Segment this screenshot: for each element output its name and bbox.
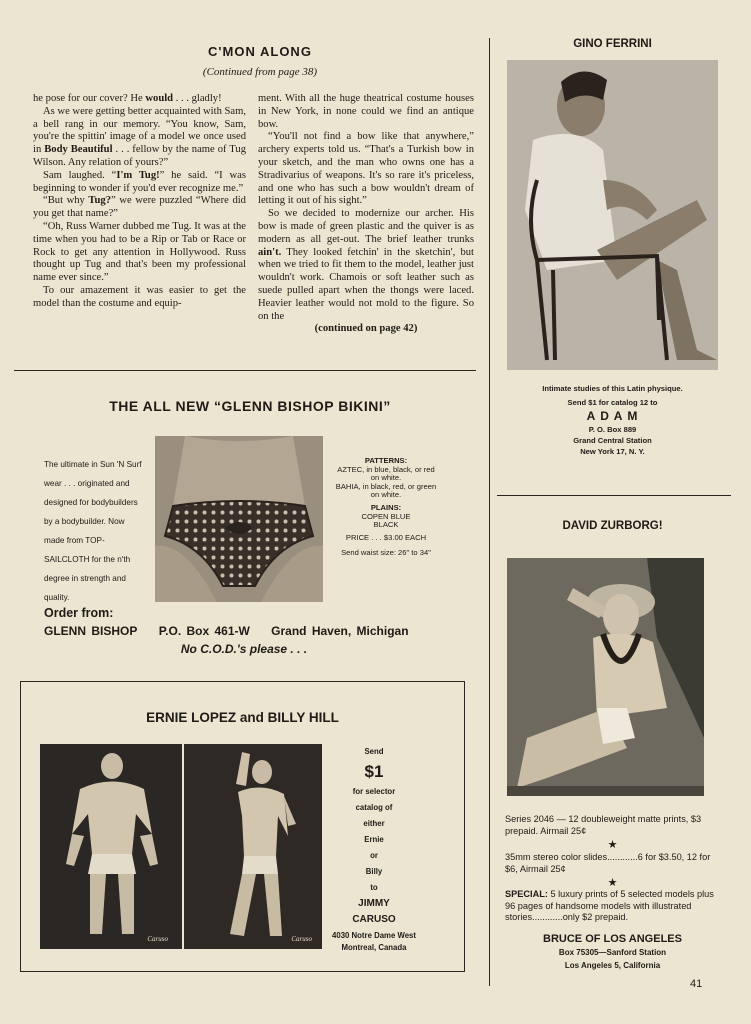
send-line: Ernie [364, 835, 384, 844]
order-from: Order from: [44, 606, 114, 620]
gino-title: GINO FERRINI [573, 38, 652, 50]
article-title: C'MON ALONG [208, 44, 312, 59]
vendor-name: CARUSO [352, 914, 396, 925]
bikini-description: The ultimate in Sun 'N Surf wear . . . originated and designed for bodybuilders by a bodybuilder. Now made from TOP-SAILCLOTH for the n'th degree in strength and quality. [44, 460, 142, 602]
patterns-heading: PATTERNS: [364, 456, 408, 465]
article-column-2 [258, 93, 474, 336]
send-line: catalog of [355, 803, 393, 812]
send-line: Send [364, 747, 384, 756]
bikini-ad-title: THE ALL NEW “GLENN BISHOP BIKINI” [109, 398, 391, 414]
article-column-1 [33, 93, 246, 311]
pattern-aztec: AZTEC, in blue, black, or red on white. [337, 464, 435, 483]
gino-city: New York 17, N. Y. [580, 447, 645, 456]
gino-send: Send $1 for catalog 12 to [567, 398, 658, 407]
bruce-city: Los Angeles 5, California [564, 961, 661, 970]
vendor-address: 4030 Notre Dame West [332, 931, 416, 940]
send-line: either [363, 819, 385, 828]
paragraph: “But why Tug?” we were puzzled “Where did you get that name?” [33, 195, 246, 220]
photo-signature: Caruso [291, 935, 312, 943]
photo-signature: Caruso [147, 935, 168, 943]
divider [497, 495, 731, 496]
plains-color: COPEN BLUE [361, 511, 411, 521]
gino-vendor: A D A M [586, 409, 639, 423]
pattern-bahia: BAHIA, in black, red, or green on white. [335, 481, 437, 500]
plains-color: BLACK [373, 520, 399, 530]
patterns-list [332, 453, 440, 558]
paragraph: ment. With all the huge theatrical costume houses in New York, in none could we find an antique bow. [258, 93, 474, 130]
send-line: for selector [352, 787, 396, 796]
lopez-ad-title: ERNIE LOPEZ and BILLY HILL [146, 710, 339, 725]
ernie-lopez-photo [40, 744, 182, 949]
gino-ferrini-photo [507, 60, 718, 370]
divider [14, 370, 476, 371]
column-divider [489, 38, 490, 986]
gino-box: P. O. Box 889 [588, 425, 637, 434]
paragraph: So we decided to modernize our archer. His bow is made of green plastic and the quiver is as modern as all get-out. The brief leather trunks ain't. They looked fetchin' in the sketchin', but when we tried to fit them to the model, leather just wouldn't work. Chamois or soft leather such as suede pulled apart when the thongs were laced. Heavier leather would not mold to the figure. So on the [258, 208, 474, 322]
paragraph: “Oh, Russ Warner dubbed me Tug. It was at the time when you had to be a Rip or Tab or Race or Rock to get any attention in Hollywood. Russ thought up Tug and that's been my professional name ever since.” [33, 220, 246, 284]
paragraph: To our amazement it was easier to get the model than the costume and equip- [33, 284, 246, 309]
paragraph: As we were getting better acquainted with Sam, a bell rang in our memory. “You know, Sam, you're the spittin' image of a model we once used in Body Beautiful . . . fellow by the name of Tug Wilson. Any relation of yours?” [33, 105, 246, 168]
no-cod-note: No C.O.D.'s please . . . [180, 642, 308, 656]
bruce-company: BRUCE OF LOS ANGELES [543, 933, 682, 945]
vendor-city: Montreal, Canada [341, 943, 407, 952]
star-icon: ★ [607, 839, 618, 851]
billy-hill-photo [184, 744, 322, 949]
price: $1 [364, 762, 384, 781]
paragraph: “You'll not find a bow like that anywhere,” archery experts told us. “That's a Turkish bow in your sketch, and the man who owns one has a Stradivarius of weapons. It's so rare it's priceless, and one who has such a bow wouldn't dream of letting it out of his sight.” [258, 131, 474, 207]
send-line: to [370, 883, 378, 892]
continued-on: (continued on page 42) [314, 323, 418, 335]
page-number: 41 [690, 978, 703, 990]
order-address: GLENN BISHOP P.O. Box 461-W Grand Haven, Michigan [44, 624, 409, 638]
david-slides: 35mm stereo color slides............6 for $3.50, 12 for $6, Airmail 25¢ [505, 852, 711, 874]
vendor-name: JIMMY [358, 898, 390, 909]
gino-station: Grand Central Station [573, 436, 652, 445]
bruce-box: Box 75305—Sanford Station [558, 948, 667, 957]
send-line: Billy [365, 867, 383, 876]
price: PRICE . . . $3.00 EACH [345, 532, 427, 542]
continued-from: (Continued from page 38) [202, 66, 318, 78]
waist-size: Send waist size: 26" to 34" [341, 548, 431, 558]
gino-caption: Intimate studies of this Latin physique. [542, 384, 683, 393]
david-zurborg-photo [507, 558, 704, 796]
lopez-order-info [322, 744, 426, 954]
paragraph: he pose for our cover? He would . . . gladly! [33, 93, 222, 104]
send-line: or [370, 851, 378, 860]
paragraph: Sam laughed. “I'm Tug!” he said. “I was beginning to wonder if you'd ever recognize me.” [33, 169, 246, 194]
plains-heading: PLAINS: [370, 502, 402, 512]
david-title: DAVID ZURBORG! [562, 520, 663, 532]
star-icon: ★ [607, 877, 618, 889]
david-series: Series 2046 — 12 doubleweight matte prints, $3 prepaid. Airmail 25¢ [505, 814, 702, 836]
bikini-photo [155, 436, 323, 602]
david-special: SPECIAL: 5 luxury prints of 5 selected models plus 96 pages of handsome models with illustrated stories............only $2 prepaid. [505, 889, 714, 922]
